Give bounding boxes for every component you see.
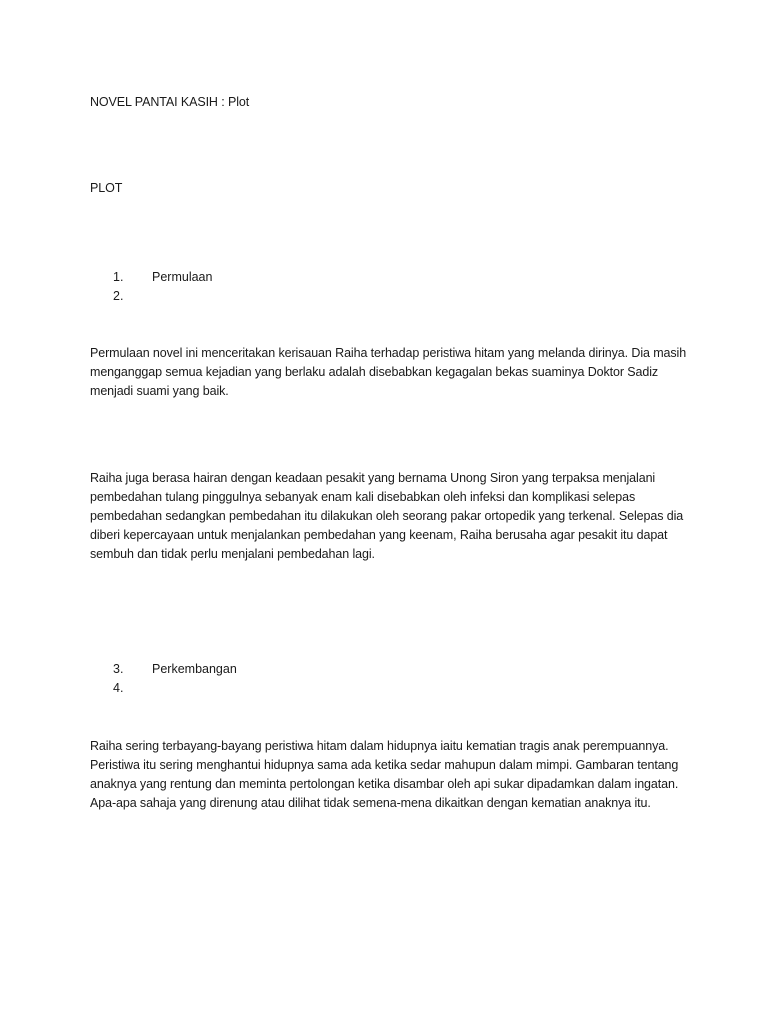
list-item-label: Permulaan [152,270,213,284]
list-item-number: 3. [113,662,124,676]
list-item [113,287,212,306]
list-item-label: Perkembangan [152,662,237,676]
numbered-list-2 [113,660,237,698]
list-item-number: 1. [113,270,124,284]
list-item-number: 2. [113,289,124,303]
section-heading: PLOT [90,181,123,195]
numbered-list-1 [113,268,212,306]
list-item [113,268,212,287]
list-item [113,679,237,698]
paragraph-permulaan: Permulaan novel ini menceritakan kerisauan Raiha terhadap peristiwa hitam yang melanda dirinya. Dia masih menganggap semua kejadian yang berlaku adalah disebabkan kegagalan bekas suaminya Doktor Sadiz menjadi suami yang baik. [90,346,687,398]
list-item-number: 4. [113,681,124,695]
paragraph-perkembangan: Raiha sering terbayang-bayang peristiwa hitam dalam hidupnya iaitu kematian tragis anak perempuannya. Peristiwa itu sering menghantui hidupnya sama ada ketika sedar mahupun dalam mimpi. Gambaran tentang anaknya yang rentung dan meminta pertolongan ketika disambar oleh api sukar dipadamkan dalam ingatan. Apa-apa sahaja yang direnung atau dilihat tidak semena-mena dikaitkan dengan kematian anaknya itu. [90,739,679,810]
document-title: NOVEL PANTAI KASIH : Plot [90,95,250,109]
paragraph-unong-siron: Raiha juga berasa hairan dengan keadaan pesakit yang bernama Unong Siron yang terpaksa menjalani pembedahan tulang pinggulnya sebanyak enam kali disebabkan oleh infeksi dan komplikasi selepas pembedahan sedangkan pembedahan itu dilakukan oleh seorang pakar ortopedik yang terkenal. Selepas dia diberi kepercayaan untuk menjalankan pembedahan yang keenam, Raiha berusaha agar pesakit itu dapat sembuh dan tidak perlu menjalani pembedahan lagi. [90,471,684,561]
list-item [113,660,237,679]
